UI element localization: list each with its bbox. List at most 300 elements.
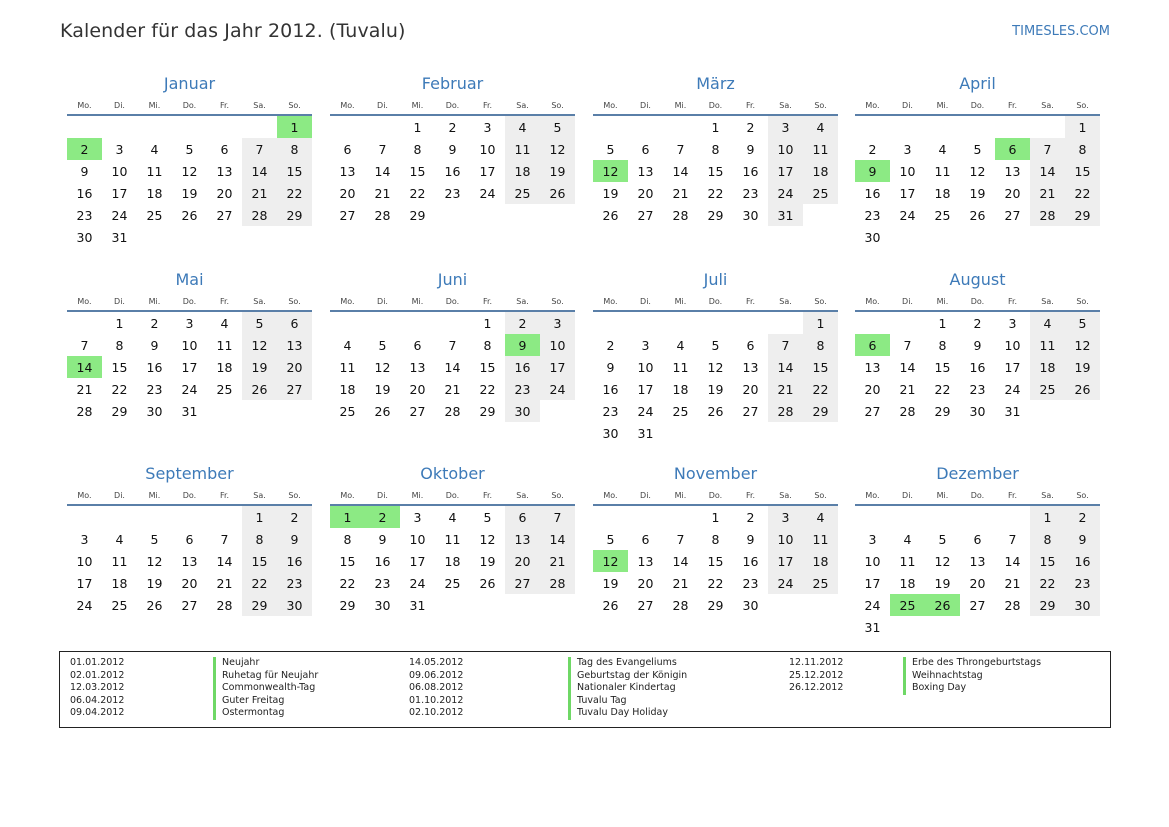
weekday-label: Fr. bbox=[219, 100, 230, 110]
day-cell: 8 bbox=[803, 334, 838, 356]
empty-cell bbox=[995, 506, 1030, 528]
day-cell: 24 bbox=[479, 185, 496, 201]
day-cell: 24 bbox=[111, 207, 128, 223]
weekday-label: Mo. bbox=[340, 490, 355, 500]
day-cell: 16 bbox=[969, 359, 986, 375]
legend-holiday-name: Guter Freitag bbox=[213, 695, 284, 708]
empty-cell bbox=[137, 116, 172, 138]
day-cell: 23 bbox=[602, 403, 619, 419]
day-cell: 15 bbox=[707, 553, 724, 569]
weekday-header bbox=[593, 486, 838, 506]
day-cell: 3 bbox=[768, 116, 803, 138]
day-cell: 1 bbox=[115, 315, 124, 331]
day-cell: 8 bbox=[1030, 528, 1065, 550]
day-cell: 31 bbox=[409, 597, 426, 613]
day-cell: 8 bbox=[115, 337, 124, 353]
day-cell: 17 bbox=[76, 575, 93, 591]
day-cell: 31 bbox=[111, 229, 128, 245]
weekday-label: Sa. bbox=[516, 296, 529, 306]
weekday-label: Mo. bbox=[340, 100, 355, 110]
day-cell: 3 bbox=[641, 337, 650, 353]
day-cell: 15 bbox=[277, 160, 312, 182]
legend-holiday-name: Tuvalu Tag bbox=[568, 695, 627, 708]
weekday-label: Do. bbox=[970, 100, 985, 110]
day-cell: 9 bbox=[606, 359, 615, 375]
day-cell: 18 bbox=[934, 185, 951, 201]
month-name: September bbox=[145, 464, 234, 483]
day-cell: 14 bbox=[768, 356, 803, 378]
brand-link[interactable]: TIMESLES.COM bbox=[1012, 24, 1110, 39]
day-cell: 27 bbox=[1004, 207, 1021, 223]
weekday-label: Fr. bbox=[1007, 296, 1018, 306]
day-cell: 16 bbox=[742, 163, 759, 179]
day-cell: 4 bbox=[803, 116, 838, 138]
weekday-label: Di. bbox=[377, 490, 388, 500]
day-cell: 12 bbox=[540, 138, 575, 160]
day-cell: 10 bbox=[540, 334, 575, 356]
day-cell: 2 bbox=[746, 509, 755, 525]
day-cell: 13 bbox=[339, 163, 356, 179]
day-grid bbox=[593, 506, 838, 616]
empty-cell bbox=[242, 116, 277, 138]
weekday-label: Fr. bbox=[482, 490, 493, 500]
weekday-label: So. bbox=[288, 100, 301, 110]
day-cell: 21 bbox=[242, 182, 277, 204]
weekday-label: Di. bbox=[114, 296, 125, 306]
day-cell: 6 bbox=[641, 141, 650, 157]
empty-cell bbox=[855, 506, 890, 528]
day-cell: 28 bbox=[768, 400, 803, 422]
empty-cell bbox=[593, 312, 628, 334]
day-cell: 25 bbox=[1030, 378, 1065, 400]
day-cell: 25 bbox=[505, 182, 540, 204]
weekday-label: Mi. bbox=[674, 296, 687, 306]
day-cell: 1 bbox=[711, 119, 720, 135]
weekday-label: Mi. bbox=[148, 100, 161, 110]
day-cell: 4 bbox=[343, 337, 352, 353]
empty-cell bbox=[172, 506, 207, 528]
day-cell: 3 bbox=[768, 506, 803, 528]
weekday-label: Fr. bbox=[1007, 490, 1018, 500]
legend-holiday-name: Ostermontag bbox=[213, 707, 284, 720]
day-cell: 26 bbox=[242, 378, 277, 400]
holiday-day-cell: 6 bbox=[855, 334, 890, 356]
day-cell: 15 bbox=[242, 550, 277, 572]
day-cell: 15 bbox=[1030, 550, 1065, 572]
day-cell: 8 bbox=[1065, 138, 1100, 160]
day-cell: 10 bbox=[111, 163, 128, 179]
weekday-label: Di. bbox=[640, 490, 651, 500]
legend-date: 06.08.2012 bbox=[409, 682, 464, 694]
weekday-label: Di. bbox=[114, 100, 125, 110]
empty-cell bbox=[593, 506, 628, 528]
weekday-label: Fr. bbox=[482, 100, 493, 110]
day-cell: 24 bbox=[181, 381, 198, 397]
day-cell: 5 bbox=[606, 531, 615, 547]
day-cell: 27 bbox=[339, 207, 356, 223]
weekday-label: Do. bbox=[445, 296, 460, 306]
day-cell: 9 bbox=[973, 337, 982, 353]
day-cell: 26 bbox=[146, 597, 163, 613]
holiday-day-cell: 1 bbox=[277, 116, 312, 138]
day-cell: 6 bbox=[746, 337, 755, 353]
day-cell: 12 bbox=[146, 553, 163, 569]
month-name: Dezember bbox=[936, 464, 1019, 483]
empty-cell bbox=[365, 116, 400, 138]
empty-cell bbox=[330, 312, 365, 334]
weekday-label: Di. bbox=[902, 490, 913, 500]
weekday-label: Mi. bbox=[936, 296, 949, 306]
day-cell: 28 bbox=[76, 403, 93, 419]
holiday-day-cell: 12 bbox=[593, 160, 628, 182]
weekday-header bbox=[855, 486, 1100, 506]
empty-cell bbox=[628, 506, 663, 528]
day-cell: 8 bbox=[413, 141, 422, 157]
month-name: November bbox=[673, 464, 758, 483]
day-cell: 12 bbox=[479, 531, 496, 547]
day-cell: 17 bbox=[864, 575, 881, 591]
holiday-day-cell: 9 bbox=[505, 334, 540, 356]
month-name: Juli bbox=[703, 270, 728, 289]
day-cell: 10 bbox=[864, 553, 881, 569]
day-cell: 21 bbox=[899, 381, 916, 397]
day-cell: 29 bbox=[934, 403, 951, 419]
day-cell: 29 bbox=[339, 597, 356, 613]
empty-cell bbox=[925, 116, 960, 138]
weekday-label: So. bbox=[551, 100, 564, 110]
day-cell: 21 bbox=[672, 575, 689, 591]
day-cell: 24 bbox=[76, 597, 93, 613]
legend-date: 09.06.2012 bbox=[409, 669, 464, 681]
day-cell: 26 bbox=[707, 403, 724, 419]
day-cell: 18 bbox=[444, 553, 461, 569]
day-cell: 23 bbox=[76, 207, 93, 223]
day-cell: 14 bbox=[1030, 160, 1065, 182]
day-cell: 14 bbox=[672, 553, 689, 569]
day-cell: 13 bbox=[181, 553, 198, 569]
day-cell: 21 bbox=[1030, 182, 1065, 204]
legend-holiday-name: Commonwealth-Tag bbox=[213, 682, 315, 695]
weekday-label: Mo. bbox=[340, 296, 355, 306]
day-cell: 30 bbox=[602, 425, 619, 441]
empty-cell bbox=[855, 312, 890, 334]
legend-date: 02.10.2012 bbox=[409, 707, 464, 719]
day-cell: 29 bbox=[707, 207, 724, 223]
day-cell: 13 bbox=[637, 163, 654, 179]
legend-holiday-name: Tuvalu Day Holiday bbox=[568, 707, 668, 720]
weekday-label: Mo. bbox=[865, 296, 880, 306]
day-cell: 15 bbox=[1065, 160, 1100, 182]
weekday-label: Sa. bbox=[253, 100, 266, 110]
weekday-header bbox=[593, 292, 838, 312]
month-6 bbox=[593, 268, 838, 444]
weekday-label: Sa. bbox=[779, 296, 792, 306]
day-cell: 1 bbox=[1030, 506, 1065, 528]
day-cell: 2 bbox=[606, 337, 615, 353]
day-cell: 24 bbox=[637, 403, 654, 419]
day-cell: 1 bbox=[242, 506, 277, 528]
day-cell: 5 bbox=[378, 337, 387, 353]
month-name: Februar bbox=[421, 74, 484, 93]
weekday-label: So. bbox=[814, 490, 827, 500]
weekday-header bbox=[67, 486, 312, 506]
day-cell: 27 bbox=[216, 207, 233, 223]
day-cell: 27 bbox=[969, 597, 986, 613]
day-cell: 9 bbox=[746, 531, 755, 547]
holiday-day-cell: 26 bbox=[925, 594, 960, 616]
day-cell: 19 bbox=[374, 381, 391, 397]
day-cell: 22 bbox=[1030, 572, 1065, 594]
day-cell: 8 bbox=[277, 138, 312, 160]
day-cell: 10 bbox=[409, 531, 426, 547]
day-cell: 17 bbox=[409, 553, 426, 569]
day-cell: 4 bbox=[220, 315, 229, 331]
day-cell: 30 bbox=[146, 403, 163, 419]
weekday-label: So. bbox=[1076, 100, 1089, 110]
day-cell: 5 bbox=[938, 531, 947, 547]
day-cell: 19 bbox=[707, 381, 724, 397]
day-cell: 17 bbox=[1004, 359, 1021, 375]
day-cell: 18 bbox=[216, 359, 233, 375]
day-cell: 19 bbox=[969, 185, 986, 201]
day-cell: 23 bbox=[505, 378, 540, 400]
day-cell: 30 bbox=[76, 229, 93, 245]
day-cell: 26 bbox=[602, 597, 619, 613]
day-cell: 28 bbox=[374, 207, 391, 223]
month-7 bbox=[855, 268, 1100, 422]
day-cell: 20 bbox=[1004, 185, 1021, 201]
day-cell: 21 bbox=[1004, 575, 1021, 591]
weekday-label: Sa. bbox=[516, 490, 529, 500]
empty-cell bbox=[1030, 116, 1065, 138]
day-cell: 17 bbox=[479, 163, 496, 179]
day-cell: 12 bbox=[181, 163, 198, 179]
day-cell: 8 bbox=[711, 531, 720, 547]
month-name: Oktober bbox=[420, 464, 485, 483]
day-cell: 10 bbox=[479, 141, 496, 157]
day-cell: 6 bbox=[413, 337, 422, 353]
day-cell: 22 bbox=[707, 575, 724, 591]
day-cell: 27 bbox=[637, 597, 654, 613]
day-cell: 20 bbox=[409, 381, 426, 397]
empty-cell bbox=[67, 506, 102, 528]
day-cell: 15 bbox=[803, 356, 838, 378]
weekday-label: So. bbox=[814, 100, 827, 110]
day-cell: 9 bbox=[1065, 528, 1100, 550]
day-cell: 20 bbox=[505, 550, 540, 572]
day-cell: 28 bbox=[672, 597, 689, 613]
day-cell: 17 bbox=[768, 160, 803, 182]
day-cell: 10 bbox=[76, 553, 93, 569]
holiday-day-cell: 2 bbox=[67, 138, 102, 160]
weekday-label: Mo. bbox=[77, 296, 92, 306]
day-cell: 2 bbox=[973, 315, 982, 331]
day-cell: 21 bbox=[444, 381, 461, 397]
day-cell: 30 bbox=[969, 403, 986, 419]
day-cell: 6 bbox=[641, 531, 650, 547]
empty-cell bbox=[400, 312, 435, 334]
day-cell: 11 bbox=[803, 138, 838, 160]
day-cell: 21 bbox=[672, 185, 689, 201]
weekday-label: Fr. bbox=[745, 490, 756, 500]
day-cell: 9 bbox=[746, 141, 755, 157]
legend-date: 12.11.2012 bbox=[789, 657, 844, 668]
day-cell: 5 bbox=[483, 509, 492, 525]
empty-cell bbox=[435, 312, 470, 334]
day-grid bbox=[593, 116, 838, 226]
holiday-legend bbox=[59, 651, 1111, 728]
empty-cell bbox=[628, 312, 663, 334]
day-cell: 22 bbox=[479, 381, 496, 397]
month-name: März bbox=[696, 74, 735, 93]
weekday-label: Fr. bbox=[219, 490, 230, 500]
weekday-label: Mi. bbox=[411, 296, 424, 306]
day-cell: 24 bbox=[768, 572, 803, 594]
day-cell: 6 bbox=[220, 141, 229, 157]
day-cell: 20 bbox=[216, 185, 233, 201]
day-cell: 25 bbox=[339, 403, 356, 419]
day-cell: 25 bbox=[146, 207, 163, 223]
day-cell: 13 bbox=[864, 359, 881, 375]
day-cell: 29 bbox=[409, 207, 426, 223]
day-cell: 10 bbox=[1004, 337, 1021, 353]
day-cell: 11 bbox=[505, 138, 540, 160]
day-cell: 22 bbox=[339, 575, 356, 591]
weekday-label: So. bbox=[814, 296, 827, 306]
day-cell: 5 bbox=[242, 312, 277, 334]
day-cell: 21 bbox=[540, 550, 575, 572]
weekday-label: Sa. bbox=[516, 100, 529, 110]
weekday-label: So. bbox=[288, 296, 301, 306]
day-cell: 5 bbox=[606, 141, 615, 157]
day-cell: 29 bbox=[1065, 204, 1100, 226]
empty-cell bbox=[628, 116, 663, 138]
day-cell: 30 bbox=[864, 229, 881, 245]
day-grid bbox=[67, 116, 312, 248]
day-cell: 16 bbox=[444, 163, 461, 179]
weekday-label: Fr. bbox=[219, 296, 230, 306]
legend-date: 14.05.2012 bbox=[409, 657, 464, 668]
day-cell: 20 bbox=[181, 575, 198, 591]
day-cell: 13 bbox=[216, 163, 233, 179]
day-cell: 1 bbox=[711, 509, 720, 525]
month-8 bbox=[67, 462, 312, 616]
empty-cell bbox=[960, 506, 995, 528]
day-cell: 10 bbox=[637, 359, 654, 375]
day-cell: 9 bbox=[277, 528, 312, 550]
day-cell: 27 bbox=[637, 207, 654, 223]
day-cell: 30 bbox=[374, 597, 391, 613]
day-cell: 6 bbox=[343, 141, 352, 157]
weekday-header bbox=[330, 292, 575, 312]
day-cell: 23 bbox=[969, 381, 986, 397]
legend-holiday-name: Nationaler Kindertag bbox=[568, 682, 676, 695]
day-cell: 13 bbox=[969, 553, 986, 569]
day-cell: 29 bbox=[242, 594, 277, 616]
day-cell: 24 bbox=[409, 575, 426, 591]
day-grid bbox=[855, 506, 1100, 638]
empty-cell bbox=[172, 116, 207, 138]
legend-date: 12.03.2012 bbox=[70, 682, 125, 694]
day-cell: 11 bbox=[216, 337, 233, 353]
legend-holiday-name: Geburtstag der Königin bbox=[568, 670, 687, 683]
legend-holiday-name: Erbe des Throngeburtstags bbox=[903, 657, 1041, 670]
day-cell: 11 bbox=[444, 531, 461, 547]
day-cell: 3 bbox=[185, 315, 194, 331]
empty-cell bbox=[207, 116, 242, 138]
day-cell: 24 bbox=[899, 207, 916, 223]
month-2 bbox=[593, 72, 838, 226]
day-cell: 28 bbox=[540, 572, 575, 594]
holiday-day-cell: 14 bbox=[67, 356, 102, 378]
weekday-label: Fr. bbox=[482, 296, 493, 306]
day-cell: 11 bbox=[339, 359, 356, 375]
day-cell: 19 bbox=[934, 575, 951, 591]
day-cell: 18 bbox=[111, 575, 128, 591]
day-cell: 31 bbox=[637, 425, 654, 441]
day-cell: 24 bbox=[540, 378, 575, 400]
month-10 bbox=[593, 462, 838, 616]
empty-cell bbox=[733, 312, 768, 334]
month-1 bbox=[330, 72, 575, 226]
day-cell: 7 bbox=[80, 337, 89, 353]
month-name: Mai bbox=[175, 270, 204, 289]
day-cell: 22 bbox=[242, 572, 277, 594]
month-5 bbox=[330, 268, 575, 422]
day-grid bbox=[855, 312, 1100, 422]
day-cell: 3 bbox=[540, 312, 575, 334]
day-cell: 16 bbox=[374, 553, 391, 569]
day-cell: 19 bbox=[540, 160, 575, 182]
legend-holiday-name: Ruhetag für Neujahr bbox=[213, 670, 318, 683]
weekday-header bbox=[593, 96, 838, 116]
day-cell: 9 bbox=[448, 141, 457, 157]
day-cell: 7 bbox=[676, 531, 685, 547]
day-cell: 10 bbox=[899, 163, 916, 179]
day-cell: 22 bbox=[707, 185, 724, 201]
day-cell: 9 bbox=[378, 531, 387, 547]
day-cell: 6 bbox=[973, 531, 982, 547]
weekday-label: Mi. bbox=[674, 490, 687, 500]
day-cell: 16 bbox=[602, 381, 619, 397]
holiday-day-cell: 9 bbox=[855, 160, 890, 182]
day-cell: 10 bbox=[768, 528, 803, 550]
day-cell: 12 bbox=[707, 359, 724, 375]
weekday-label: Mo. bbox=[603, 296, 618, 306]
day-cell: 31 bbox=[864, 619, 881, 635]
day-cell: 16 bbox=[277, 550, 312, 572]
day-cell: 4 bbox=[903, 531, 912, 547]
day-cell: 4 bbox=[448, 509, 457, 525]
weekday-label: Di. bbox=[902, 100, 913, 110]
day-cell: 27 bbox=[505, 572, 540, 594]
day-cell: 7 bbox=[448, 337, 457, 353]
day-cell: 13 bbox=[409, 359, 426, 375]
day-cell: 12 bbox=[1065, 334, 1100, 356]
weekday-label: Mi. bbox=[936, 100, 949, 110]
legend-holiday-name: Neujahr bbox=[213, 657, 259, 670]
day-cell: 1 bbox=[938, 315, 947, 331]
day-cell: 30 bbox=[742, 597, 759, 613]
day-cell: 21 bbox=[374, 185, 391, 201]
empty-cell bbox=[663, 312, 698, 334]
weekday-label: So. bbox=[551, 490, 564, 500]
day-cell: 23 bbox=[742, 185, 759, 201]
day-cell: 11 bbox=[1030, 334, 1065, 356]
day-cell: 17 bbox=[181, 359, 198, 375]
day-cell: 29 bbox=[803, 400, 838, 422]
day-cell: 19 bbox=[1065, 356, 1100, 378]
